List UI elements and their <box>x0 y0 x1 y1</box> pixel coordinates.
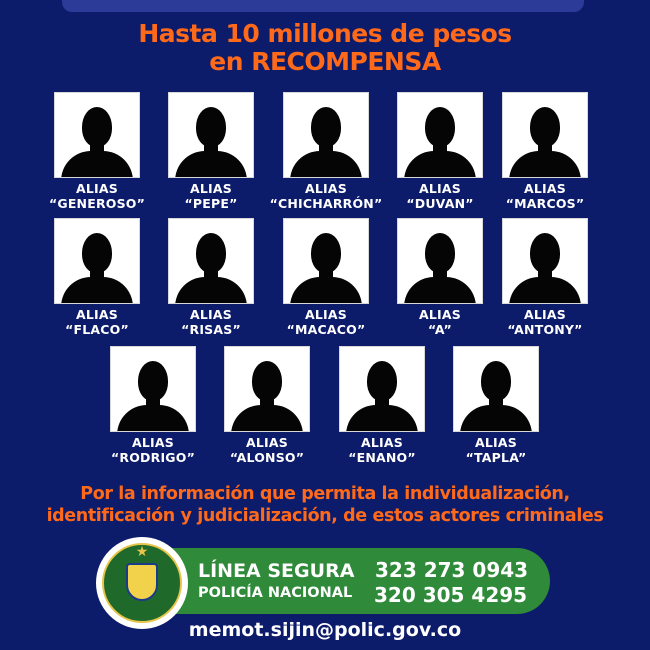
top-banner <box>62 0 584 12</box>
alias-label: ALIAS <box>524 307 566 322</box>
hotline-agency: POLICÍA NACIONAL <box>198 585 353 601</box>
suspect-card <box>87 346 219 465</box>
alias-name: “CHICHARRÓN” <box>269 196 383 211</box>
silhouette-icon <box>283 218 369 304</box>
alias-label: ALIAS <box>524 181 566 196</box>
silhouette-icon <box>453 346 539 432</box>
alias-label: ALIAS <box>76 307 118 322</box>
headline-line-1: Hasta 10 millones de pesos <box>138 19 512 48</box>
silhouette-icon <box>502 92 588 178</box>
silhouette-icon <box>54 92 140 178</box>
silhouette-icon <box>397 218 483 304</box>
silhouette-icon <box>283 92 369 178</box>
suspect-card <box>260 218 392 337</box>
hotline-title: LÍNEA SEGURA <box>198 560 355 582</box>
alias-name: “ENANO” <box>348 450 416 465</box>
alias-label: ALIAS <box>361 435 403 450</box>
suspect-card <box>201 346 333 465</box>
alias-name: “RODRIGO” <box>110 450 196 465</box>
suspect-card <box>479 218 611 337</box>
police-emblem-icon: ★ <box>96 537 188 629</box>
alias-name: “FLACO” <box>65 322 129 337</box>
phone-number-2[interactable]: 320 305 4295 <box>374 583 528 607</box>
suspect-card <box>479 92 611 211</box>
phone-number-1[interactable]: 323 273 0943 <box>375 558 529 582</box>
reward-conditions <box>0 483 650 527</box>
alias-label: ALIAS <box>475 435 517 450</box>
silhouette-icon <box>54 218 140 304</box>
suspect-card <box>31 218 163 337</box>
alias-label: ALIAS <box>305 307 347 322</box>
alias-label: ALIAS <box>76 181 118 196</box>
alias-name: “DUVAN” <box>406 196 474 211</box>
contact-email[interactable]: memot.sijin@polic.gov.co <box>188 619 462 641</box>
alias-name: “MACACO” <box>286 322 366 337</box>
suspect-card <box>31 92 163 211</box>
alias-name: “GENEROSO” <box>48 196 146 211</box>
conditions-line-2: identificación y judicialización, de estos actores criminales <box>46 506 604 526</box>
headline-line-2: en RECOMPENSA <box>209 47 441 76</box>
alias-name: “RISAS” <box>181 322 241 337</box>
silhouette-icon <box>168 92 254 178</box>
suspect-card <box>145 218 277 337</box>
conditions-line-1: Por la información que permita la individualización, <box>80 484 570 504</box>
alias-label: ALIAS <box>132 435 174 450</box>
alias-label: ALIAS <box>305 181 347 196</box>
suspect-card <box>316 346 448 465</box>
silhouette-icon <box>168 218 254 304</box>
alias-label: ALIAS <box>246 435 288 450</box>
alias-label: ALIAS <box>419 181 461 196</box>
suspect-card <box>145 92 277 211</box>
reward-headline <box>0 20 650 76</box>
suspect-card <box>260 92 392 211</box>
alias-name: “A” <box>428 322 452 337</box>
silhouette-icon <box>224 346 310 432</box>
silhouette-icon <box>502 218 588 304</box>
alias-name: “ANTONY” <box>507 322 583 337</box>
silhouette-icon <box>397 92 483 178</box>
alias-name: “ALONSO” <box>229 450 305 465</box>
alias-label: ALIAS <box>419 307 461 322</box>
alias-name: “PEPE” <box>184 196 238 211</box>
suspect-card <box>430 346 562 465</box>
alias-name: “MARCOS” <box>505 196 585 211</box>
silhouette-icon <box>110 346 196 432</box>
silhouette-icon <box>339 346 425 432</box>
alias-label: ALIAS <box>190 307 232 322</box>
alias-label: ALIAS <box>190 181 232 196</box>
alias-name: “TAPLA” <box>465 450 527 465</box>
